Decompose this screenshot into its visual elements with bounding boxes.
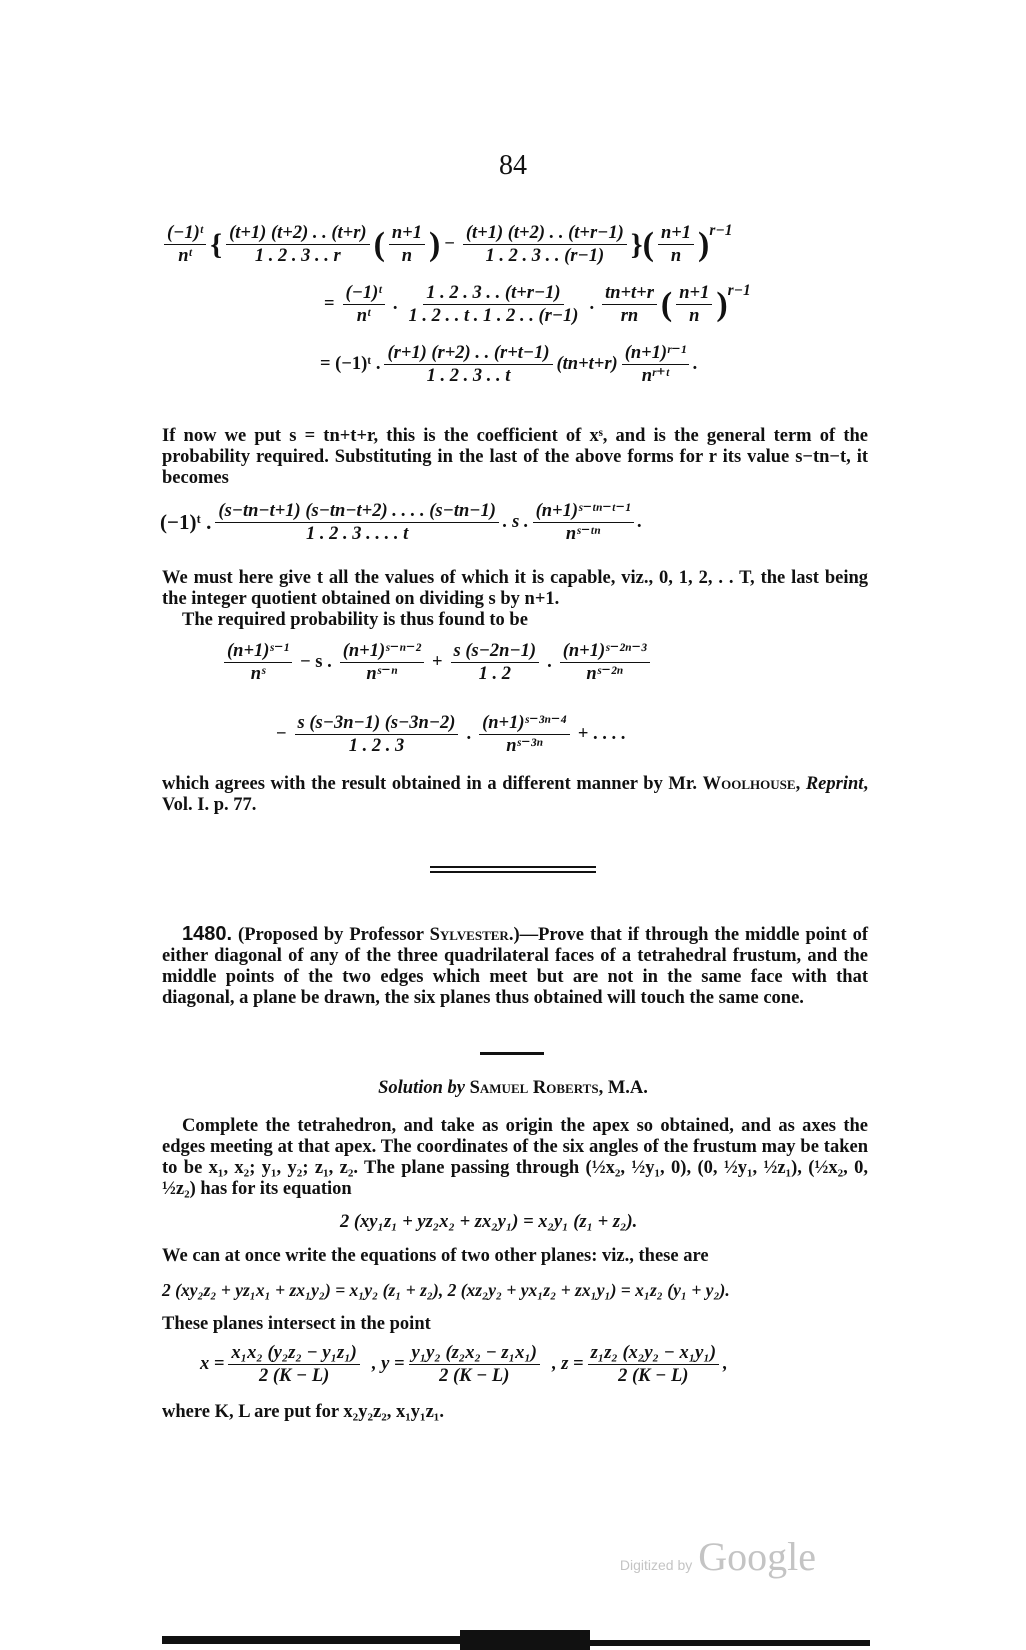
solution-suffix: , M.A. — [598, 1078, 648, 1098]
eq2-exp: r−1 — [727, 282, 751, 299]
eq9-y-lhs: , y = — [371, 1354, 405, 1374]
equation-4: (−1)ᵗ . $\frac{(s-tn-t+1) (s-tn-t+2) . . . . (s-tn-1)}{1 . 2 . 3 . . . . t}$ . s . $\frac{\text{(n+1)ˢ⁻ᵗⁿ⁻ᵗ⁻¹}}{\text{nˢ⁻ᵗⁿ}}$ . — [160, 501, 643, 544]
eq9-z-num: z₁z₂ (x₂y₂ − x₁y₁) — [588, 1342, 719, 1365]
eq1-num: (−1)ᵗ — [164, 222, 206, 245]
para4-sep: , — [795, 774, 806, 794]
eq3-b-den: 1 . 2 . 3 . . t — [426, 366, 511, 386]
eq5-b-num: (n+1)ˢ⁻ⁿ⁻² — [340, 640, 424, 663]
para1-text: If now we put s = tn+t+r, this is the coefficient of xˢ, and is the general term of the probability required. Substituting in the last of the above forms for r its value s−tn−t, it becomes — [162, 426, 868, 488]
equation-6 — [272, 712, 629, 757]
para6-text: We can at once write the equations of two other planes: viz., these are — [162, 1246, 709, 1266]
watermark-prefix: Digitized by — [619, 1557, 693, 1573]
eq1-den: nᵗ — [178, 246, 193, 266]
short-rule — [480, 1052, 544, 1055]
paragraph-8 — [162, 1402, 868, 1423]
eq2-a-den: nᵗ — [356, 306, 371, 326]
solution-heading — [0, 1078, 1026, 1099]
eq9-x-den: 2 (K − L) — [258, 1366, 330, 1386]
eq5-b-den: nˢ⁻ⁿ — [366, 664, 398, 684]
paragraph-2 — [162, 568, 868, 631]
eq4-a-num: (s−tn−t+1) (s−tn−t+2) . . . . (s−tn−1) — [215, 500, 498, 523]
eq9-y-num: y₁y₂ (z₂x₂ − z₁x₁) — [409, 1342, 540, 1365]
eq9-y-den: 2 (K − L) — [439, 1366, 510, 1386]
eq1-f4-num: n+1 — [658, 222, 694, 245]
eq4-lead: (−1)ᵗ . — [160, 510, 212, 534]
eq3-b-num: (r+1) (r+2) . . (r+t−1) — [384, 342, 552, 365]
eq2-d-num: n+1 — [676, 282, 712, 305]
eq3-lead: = (−1)ᵗ . — [320, 354, 381, 374]
eq6-op2: . — [466, 724, 472, 744]
eq4-b-num: (n+1)ˢ⁻ᵗⁿ⁻ᵗ⁻¹ — [533, 500, 634, 523]
eq1-f1-den: 1 . 2 . 3 . . r — [254, 246, 341, 266]
scan-edge-bar-mid — [460, 1630, 590, 1650]
eq4-a-den: 1 . 2 . 3 . . . . t — [306, 524, 409, 544]
eq1-f3-den: 1 . 2 . 3 . . (r−1) — [485, 246, 605, 266]
paragraph-4 — [162, 774, 868, 816]
equation-7: 2 (xy₁z₁ + yz₂x₂ + zx₂y₁) = x₂y₁ (z₁ + z₂). — [340, 1212, 638, 1232]
para5-text: Complete the tetrahedron, and take as origin the apex so obtained, and as axes the edges meeting at that apex. The coordinates of the six angles of the frustum may be taken to be x₁, x₂; y₁, y₂; z₁, z₂. The plane passing through (½x₂, ½y₁, 0), (0, ½y₁, ½z₁), (½x₂, 0, ½z₂) has for its equation — [162, 1116, 868, 1199]
eq5-op3: . — [547, 652, 552, 672]
eq5-d-den: nˢ⁻²ⁿ — [586, 664, 623, 684]
equation-9 — [200, 1342, 728, 1387]
problem-text: .)—Prove that if through the middle point of either diagonal of any of the three quadrilateral faces of a tetrahedral frustum, and the middle points of the two edges which meet but are not in the same face with that diagonal, a plane be drawn, the six planes thus obtained will touch the same cone. — [162, 925, 868, 1008]
equation-2: = $\frac{\text{(−1)ᵗ}}{\text{nᵗ}}$ . $\frac{1 . 2 . 3 . . (t+r-1)}{1 . 2 . . t . 1 . 2 . . (r-1)}$ . $\frac{tn+t+r}{rn}$ ( $\frac{n+1}{n}$ ) $^{r-1}$ — [324, 282, 751, 326]
paragraph-7 — [162, 1314, 868, 1335]
eq9-z-lhs: , z = — [551, 1354, 584, 1374]
eq3-c-num: (n+1)ʳ⁻¹ — [622, 342, 690, 365]
eq2-b-num: 1 . 2 . 3 . . (t+r−1) — [423, 282, 563, 305]
eq3-c-den: nʳ⁺ᵗ — [641, 366, 670, 386]
problem-1480 — [162, 924, 868, 1009]
eq5-c-den: 1 . 2 — [478, 664, 511, 684]
para7-text: These planes intersect in the point — [162, 1314, 431, 1334]
eq1-f2-num: n+1 — [389, 222, 425, 245]
eq9-z-den: 2 (K − L) — [618, 1366, 689, 1386]
eq2-c-den: rn — [620, 306, 639, 326]
eq2-d-den: n — [689, 306, 700, 326]
eq1-f3-num: (t+1) (t+2) . . (t+r−1) — [463, 222, 627, 245]
eq4-mid: . s . — [502, 512, 529, 532]
eq6-tail: + . . . . — [577, 724, 626, 744]
eq5-a-num: (n+1)ˢ⁻¹ — [224, 640, 292, 663]
eq1-f2-den: n — [401, 246, 413, 266]
problem-number: 1480. — [182, 923, 233, 945]
eq2-a-num: (−1)ᵗ — [343, 282, 385, 305]
paragraph-6 — [162, 1246, 868, 1267]
eq6-a-den: 1 . 2 . 3 — [348, 736, 405, 756]
para4-ref: , Vol. I. p. 77. — [162, 774, 869, 815]
eq5-d-num: (n+1)ˢ⁻²ⁿ⁻³ — [560, 640, 650, 663]
paragraph-1 — [162, 426, 868, 489]
para2-text: We must here give t all the values of which it is capable, viz., 0, 1, 2, . . T, the last being the integer quotient obtained on dividing s by n+1. — [162, 568, 868, 609]
para4-text: which agrees with the result obtained in a different manner by Mr. — [162, 774, 703, 794]
author-name: Woolhouse — [702, 774, 796, 794]
page-number: 84 — [499, 150, 527, 181]
eq9-tail: , — [723, 1354, 728, 1374]
eq2-b-den: 1 . 2 . . t . 1 . 2 . . (r−1) — [408, 306, 579, 326]
reprint-title: Reprint — [805, 774, 864, 794]
solution-label: Solution by — [378, 1078, 470, 1098]
eq5-a-den: nˢ — [250, 664, 266, 684]
eq1-exp: r−1 — [709, 222, 733, 239]
eq2-c-num: tn+t+r — [602, 282, 657, 305]
para8-text: where K, L are put for x₂y₂z₂, x₁y₁z₁. — [162, 1402, 444, 1422]
equation-5 — [220, 640, 654, 685]
double-rule-top — [430, 866, 596, 868]
eq6-b-num: (n+1)ˢ⁻³ⁿ⁻⁴ — [479, 712, 570, 735]
equation-8: 2 (xy₂z₂ + yz₁x₁ + zx₁y₂) = x₁y₂ (z₁ + z₂), 2 (xz₂y₂ + yx₁z₂ + zx₁y₁) = x₁z₂ (y₁ + y₂). — [162, 1280, 730, 1300]
eq3-mid: (tn+t+r) — [556, 354, 618, 374]
paragraph-5 — [162, 1116, 868, 1200]
eq6-a-num: s (s−3n−1) (s−3n−2) — [295, 712, 459, 735]
para3-text: The required probability is thus found to be — [182, 610, 528, 630]
problem-proposer: Sylvester — [429, 925, 509, 945]
solution-author: Samuel Roberts — [469, 1078, 599, 1098]
eq5-op2: + — [431, 652, 443, 672]
equation-3: = (−1)ᵗ . $\frac{(r+1) (r+2) . . (r+t-1)}{1 . 2 . 3 . . t}$ (tn+t+r) $\frac{\text{(n+1)ʳ⁻¹}}{\text{nʳ⁺ᵗ}}$ . — [320, 343, 698, 386]
eq5-c-num: s (s−2n−1) — [451, 640, 540, 663]
double-rule-bottom — [430, 871, 596, 873]
eq9-x-num: x₁x₂ (y₂z₂ − y₁z₁) — [228, 1342, 359, 1365]
google-logo: Google — [698, 1534, 816, 1579]
eq9-x-lhs: x = — [200, 1354, 225, 1374]
problem-intro: (Proposed by Professor — [232, 925, 430, 945]
eq6-op1: − — [276, 724, 287, 744]
eq1-f1-num: (t+1) (t+2) . . (t+r) — [226, 222, 369, 245]
scan-edge-bar-right — [590, 1640, 870, 1646]
eq4-b-den: nˢ⁻ᵗⁿ — [565, 524, 601, 544]
eq6-b-den: nˢ⁻³ⁿ — [506, 736, 543, 756]
google-watermark — [620, 1533, 816, 1580]
eq5-op1: − s . — [300, 652, 332, 672]
eq1-f4-den: n — [670, 246, 682, 266]
equation-1: $\frac{\text{(−1)ᵗ}}{\text{nᵗ}}$ { $\frac{(t+1) (t+2) . . (t+r)}{1 . 2 . 3 . . r}$ ( $\frac{n+1}{n}$ ) − $\frac{(t+1) (t+2) . . (t+r-1)}{1 . 2 . 3 . . (r-1)}$ } ( $\frac{n+1}{n}$ ) $^{r-1}$ — [160, 222, 732, 267]
